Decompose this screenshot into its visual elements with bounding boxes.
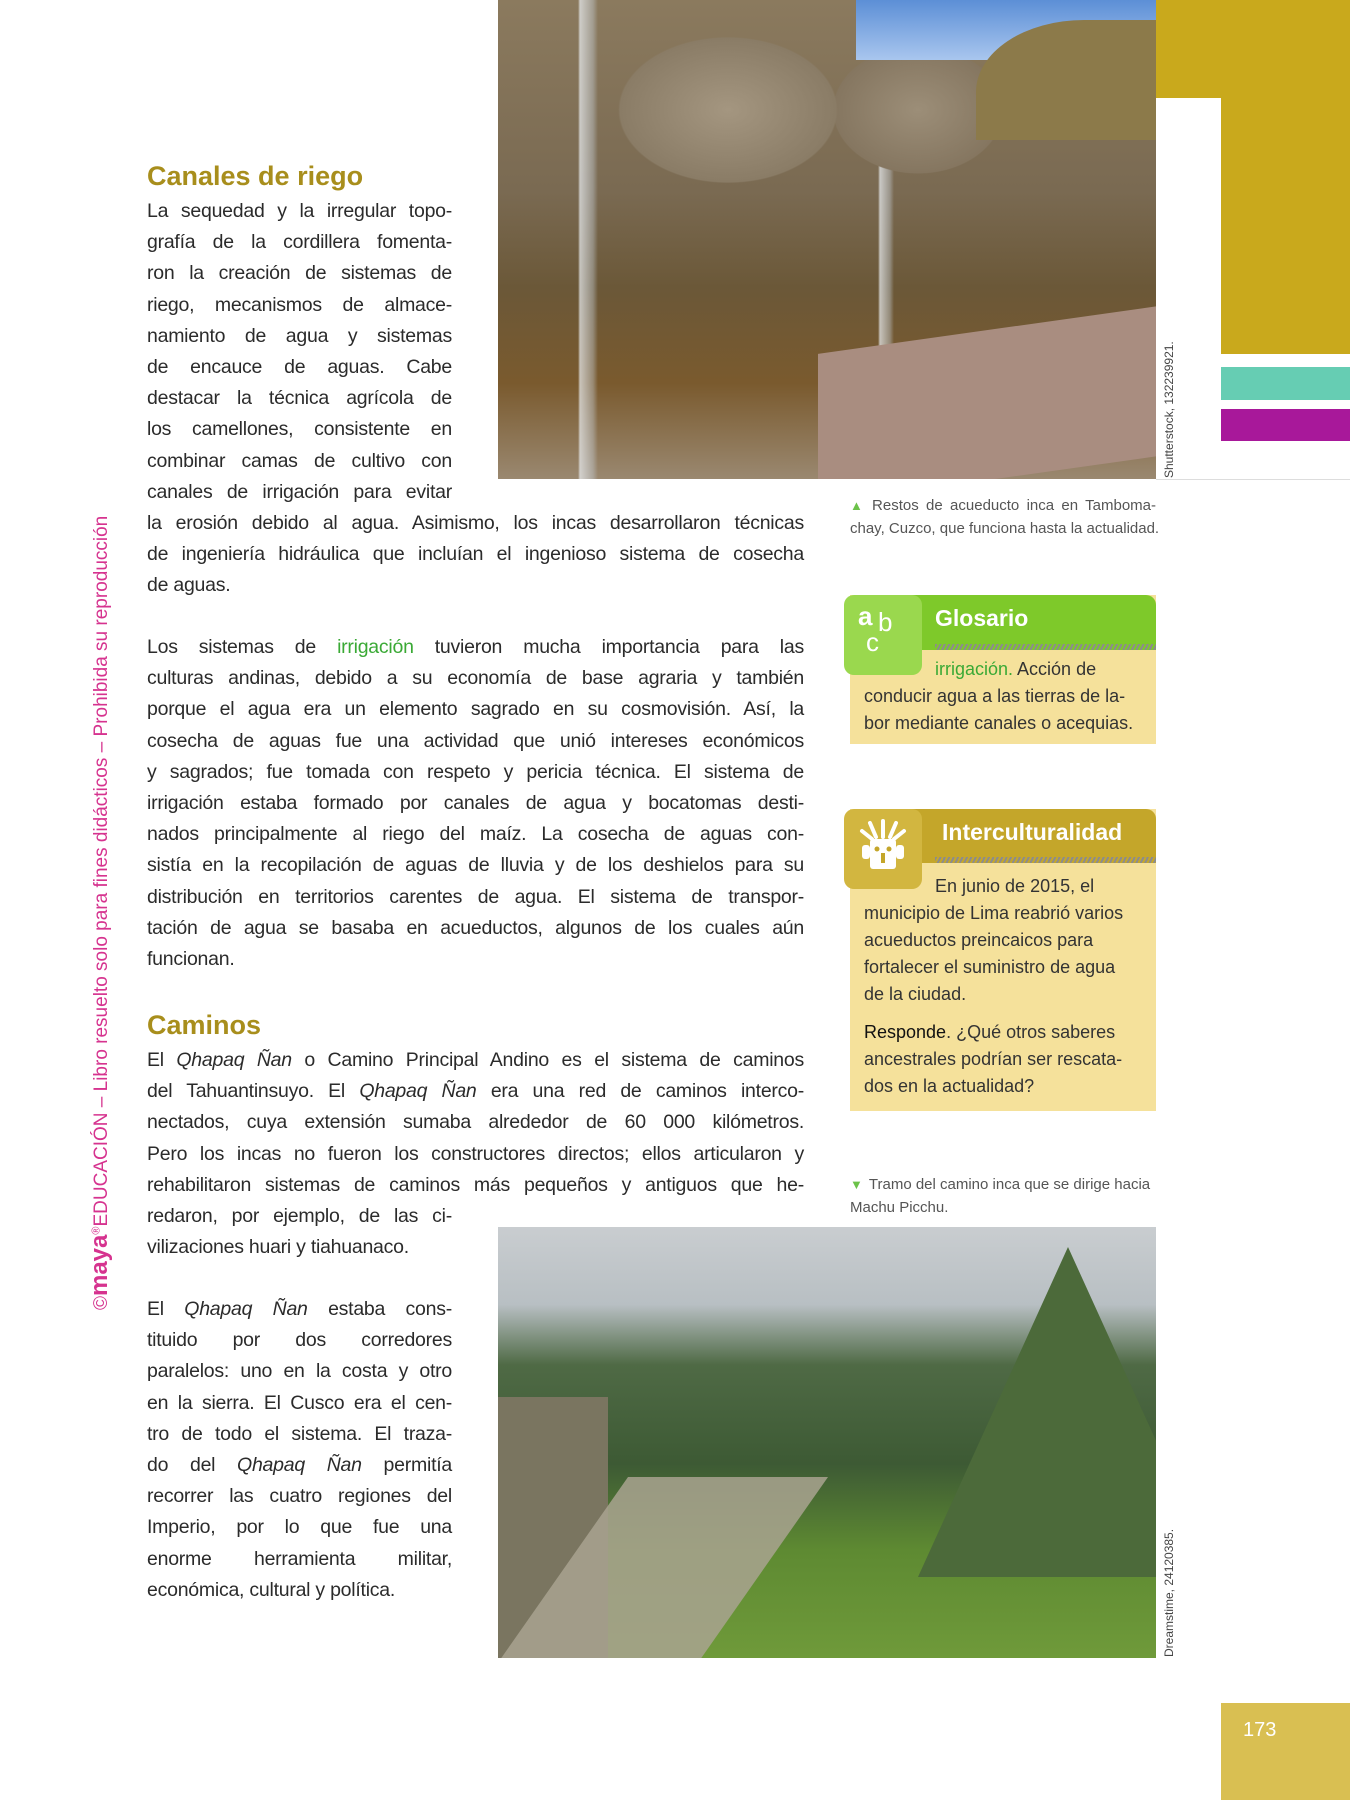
copyright-text: EDUCACIÓN – Libro resuelto solo para fines didácticos – Prohibida su reproducción xyxy=(91,515,112,1227)
text-segment: El xyxy=(147,1049,177,1071)
text-segment: nados principalmente al riego del maíz. La cosecha de aguas con- xyxy=(147,823,804,846)
photo-credit-bottom: Dreamstime, 24120385. xyxy=(1162,1528,1176,1657)
text-line xyxy=(147,788,804,819)
text-line xyxy=(147,944,804,975)
text-segment: ron la creación de sistemas de xyxy=(147,262,452,285)
text-segment: en la sierra. El Cusco era el cen- xyxy=(147,1391,452,1414)
text-line xyxy=(147,1201,452,1232)
text-line xyxy=(147,321,452,352)
gold-corner-band xyxy=(1156,0,1350,98)
paragraph-qhapaq-nan-corredores xyxy=(147,1294,452,1606)
text-line xyxy=(147,757,804,788)
text-segment: rehabilitaron sistemas de caminos más pequeños y antiguos que he- xyxy=(147,1173,804,1196)
text-line xyxy=(147,1325,452,1356)
text-line xyxy=(147,819,804,850)
hatch-divider xyxy=(935,857,1156,863)
text-segment: tación de agua se basaba en acueductos, algunos de los cuales aún xyxy=(147,916,804,939)
text-segment: enorme herramienta militar, xyxy=(147,1547,452,1570)
text-line xyxy=(147,882,804,913)
text-segment: Los sistemas de xyxy=(147,636,338,658)
icon-letter: c xyxy=(866,627,879,657)
page-number: 173 xyxy=(1243,1719,1277,1741)
text-segment: Imperio, por lo que fue una xyxy=(147,1516,452,1539)
text-line xyxy=(147,850,804,881)
text-segment: do del xyxy=(147,1453,238,1476)
text-segment: paralelos: uno en la costa y otro xyxy=(147,1360,452,1383)
text-line xyxy=(147,1481,452,1512)
caption-line: chay, Cuzco, que funciona hasta la actualidad. xyxy=(850,520,1160,537)
text-segment: de aguas. xyxy=(147,574,231,597)
text-line xyxy=(147,1544,452,1575)
text-line xyxy=(147,1076,804,1107)
heading-canales-de-riego: Canales de riego xyxy=(147,161,364,191)
text-line xyxy=(147,1294,452,1325)
caption-line: Restos de acueducto inca en Tamboma- xyxy=(872,497,1156,514)
text-line xyxy=(147,1139,804,1170)
paragraph-irrigacion xyxy=(147,632,804,975)
text-line xyxy=(147,414,452,445)
text-line xyxy=(147,477,452,508)
text-segment: estaba cons- xyxy=(307,1298,452,1320)
text-segment: irrigación estaba formado por canales de agua y bocatomas desti- xyxy=(147,791,804,814)
question-line: ancestrales podrían ser rescata- xyxy=(864,1049,1123,1069)
triangle-up-icon: ▲ xyxy=(850,498,867,513)
text-line xyxy=(147,694,804,725)
text-line xyxy=(147,1232,452,1263)
text-line: de la ciudad. xyxy=(864,984,967,1004)
text-line xyxy=(147,663,804,694)
text-line xyxy=(147,258,452,289)
text-segment: canales de irrigación para evitar xyxy=(147,480,452,503)
italic-term: Qhapaq Ñan xyxy=(359,1080,477,1103)
brand-logo: maya xyxy=(86,1234,113,1296)
text-segment: recorrer las cuatro regiones del xyxy=(147,1485,452,1508)
text-line xyxy=(147,290,452,321)
text-line xyxy=(147,1170,804,1201)
definition-line: Acción de xyxy=(1013,659,1097,679)
text-line xyxy=(147,632,804,663)
definition-line: conducir agua a las tierras de la- xyxy=(864,686,1126,706)
text-segment: Pero los incas no fueron los constructores directos; ellos articularon y xyxy=(147,1142,804,1165)
text-line xyxy=(147,1450,452,1481)
glossary-box xyxy=(850,595,1156,744)
text-segment: o Camino Principal Andino es el sistema de caminos xyxy=(291,1049,804,1071)
text-segment: cosecha de aguas fue una actividad que unió intereses económicos xyxy=(147,729,804,752)
interculturality-box xyxy=(850,809,1156,1111)
copyright-symbol: © xyxy=(91,1296,112,1310)
glossary-title: Glosario xyxy=(935,605,1029,631)
text-segment: tituido por dos corredores xyxy=(147,1329,452,1352)
icon-letter: b xyxy=(878,607,893,637)
photo-mountain xyxy=(918,1247,1156,1577)
heading-caminos: Caminos xyxy=(147,1010,262,1040)
text-line xyxy=(147,726,804,757)
page-number-tab xyxy=(1221,1703,1350,1800)
text-segment: era una red de caminos interco- xyxy=(476,1080,804,1103)
italic-term: Qhapaq Ñan xyxy=(184,1298,308,1320)
definition-line: bor mediante canales o acequias. xyxy=(864,713,1134,733)
glossary-term: irrigación. xyxy=(935,659,1014,679)
text-line xyxy=(147,1419,452,1450)
text-segment: El xyxy=(147,1298,185,1320)
gold-side-band xyxy=(1221,98,1350,354)
text-line xyxy=(147,570,804,601)
text-line xyxy=(147,446,452,477)
text-line xyxy=(147,1388,452,1419)
triangle-down-icon: ▼ xyxy=(850,1177,863,1192)
text-line xyxy=(147,196,452,227)
text-segment: culturas andinas, debido a su economía de base agraria y también xyxy=(147,667,804,690)
caption-line: Tramo del camino inca que se dirige hacia xyxy=(868,1176,1151,1193)
interculturality-title: Interculturalidad xyxy=(942,819,1123,845)
text-line xyxy=(147,1575,452,1606)
text-segment: porque el agua era un elemento sagrado en su cosmovisión. Así, la xyxy=(147,698,804,721)
text-segment: combinar camas de cultivo con xyxy=(147,449,452,472)
italic-term: Qhapaq Ñan xyxy=(237,1453,362,1476)
photo-caption-bottom xyxy=(850,1173,1156,1219)
registered-symbol: ® xyxy=(90,1226,103,1235)
text-line xyxy=(147,539,804,570)
teal-band xyxy=(1221,367,1350,400)
inca-trail-photo xyxy=(498,1227,1156,1658)
text-line xyxy=(147,1512,452,1543)
text-segment: de encauce de aguas. Cabe xyxy=(147,355,452,378)
question-line: dos en la actualidad? xyxy=(864,1076,1035,1096)
glossary-definition xyxy=(864,656,1146,737)
photo-stone-slab xyxy=(818,306,1156,479)
text-line xyxy=(147,913,804,944)
respond-label: Responde xyxy=(864,1022,947,1042)
icon-letter: a xyxy=(858,601,873,631)
text-segment: permitía xyxy=(361,1453,452,1476)
text-segment: redaron, por ejemplo, de las ci- xyxy=(147,1204,452,1227)
divider-line xyxy=(1156,479,1350,480)
text-line xyxy=(147,1045,804,1076)
text-line xyxy=(147,383,452,414)
paragraph-canales xyxy=(147,196,804,601)
text-line xyxy=(147,1356,452,1387)
text-segment: del Tahuantinsuyo. El xyxy=(147,1080,360,1103)
text-line: acueductos preincaicos para xyxy=(864,930,1094,950)
text-segment: tro de todo el sistema. El traza- xyxy=(147,1422,452,1445)
text-segment: y sagrados; fue tomada con respeto y pericia técnica. El sistema de xyxy=(147,760,804,783)
text-segment: de ingeniería hidráulica que incluían el ingenioso sistema de cosecha xyxy=(147,543,804,566)
text-line xyxy=(147,508,804,539)
magenta-band xyxy=(1221,409,1350,441)
text-line xyxy=(147,227,452,258)
text-segment: vilizaciones huari y tiahuanaco. xyxy=(147,1236,409,1259)
text-segment: nectados, cuya extensión sumaba alrededor de 60 000 kilómetros. xyxy=(147,1111,804,1134)
text-line xyxy=(147,352,452,383)
text-segment: distribución en territorios carentes de agua. El sistema de transpor- xyxy=(147,885,804,908)
glossary-term-link[interactable]: irrigación xyxy=(337,636,414,658)
hatch-divider xyxy=(935,644,1156,650)
text-segment: económica, cultural y política. xyxy=(147,1578,396,1601)
text-segment: namiento de agua y sistemas xyxy=(147,324,452,347)
text-segment: grafía de la cordillera fomenta- xyxy=(147,231,452,254)
text-line: En junio de 2015, el xyxy=(935,876,1095,896)
photo-credit-top: Shutterstock, 132239921. xyxy=(1162,341,1176,478)
italic-term: Qhapaq Ñan xyxy=(176,1049,292,1071)
text-segment: funcionan. xyxy=(147,947,235,970)
text-segment: La sequedad y la irregular topo- xyxy=(147,200,452,222)
text-segment: riego, mecanismos de almace- xyxy=(147,293,452,316)
question-line: . ¿Qué otros saberes xyxy=(946,1022,1116,1042)
text-line: municipio de Lima reabrió varios xyxy=(864,903,1124,923)
text-segment: destacar la técnica agrícola de xyxy=(147,387,452,410)
caption-line: Machu Picchu. xyxy=(850,1199,949,1216)
text-line xyxy=(147,1107,804,1138)
interculturality-text xyxy=(864,873,1146,1100)
text-segment: tuvieron mucha importancia para las xyxy=(413,636,804,658)
text-line: fortalecer el suministro de agua xyxy=(864,957,1116,977)
text-segment: sistía en la recopilación de aguas de lluvia y de los deshielos para su xyxy=(147,854,804,877)
copyright-notice xyxy=(86,516,114,1310)
photo-caption-top xyxy=(850,494,1160,540)
text-segment: los camellones, consistente en xyxy=(147,418,452,441)
text-segment: la erosión debido al agua. Asimismo, los incas desarrollaron técnicas xyxy=(147,511,804,534)
